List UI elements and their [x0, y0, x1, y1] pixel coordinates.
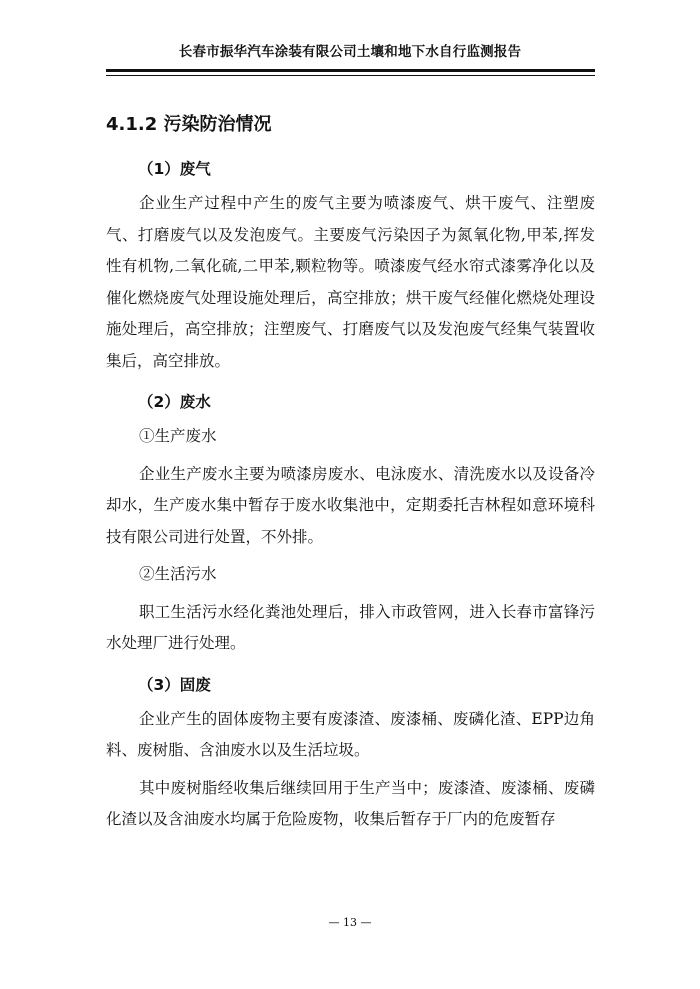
item-domestic-sewage: ②生活污水	[139, 565, 217, 583]
paragraph-exhaust-gas: 企业生产过程中产生的废气主要为喷漆废气、烘干废气、注塑废气、打磨废气以及发泡废气。主要废气污染因子为氮氧化物,甲苯,挥发性有机物,二氧化硫,二甲苯,颗粒物等。喷漆废气经水帘式漆雾净化以及催化燃烧废气处理设施处理后，高空排放；烘干废气经催化燃烧处理设施处理后，高空排放；注塑废气、打磨废气以及发泡废气经集气装置收集后，高空排放。	[106, 194, 595, 370]
subheading-exhaust-gas: （1）废气	[138, 160, 211, 178]
header-rule-thin	[106, 75, 595, 76]
subheading-solid-waste: （3）固废	[138, 675, 211, 694]
item-production-wastewater: ①生产废水	[139, 427, 217, 445]
page-body	[106, 150, 595, 842]
page-number: — 13 —	[328, 916, 372, 929]
report-header: 长春市振华汽车涂装有限公司土壤和地下水自行监测报告	[178, 44, 522, 60]
paragraph-domestic-sewage: 职工生活污水经化粪池处理后，排入市政管网，进入长春市富锋污水处理厂进行处理。	[106, 602, 595, 652]
paragraph-solid-waste: 企业产生的固体废物主要有废漆渣、废漆桶、废磷化渣、EPP边角料、废树脂、含油废水以及生活垃圾。	[106, 709, 595, 759]
paragraph-hazardous-waste: 其中废树脂经收集后继续回用于生产当中；废漆渣、废漆桶、废磷化渣以及含油废水均属于危险废物，收集后暂存于厂内的危废暂存	[106, 778, 595, 828]
header-rule-thick	[106, 69, 595, 72]
paragraph-production-wastewater: 企业生产废水主要为喷漆房废水、电泳废水、清洗废水以及设备冷却水，生产废水集中暂存于废水收集池中，定期委托吉林程如意环境科技有限公司进行处置，不外排。	[106, 464, 595, 546]
subheading-wastewater: （2）废水	[138, 393, 211, 411]
section-title: 4.1.2 污染防治情况	[106, 114, 272, 135]
